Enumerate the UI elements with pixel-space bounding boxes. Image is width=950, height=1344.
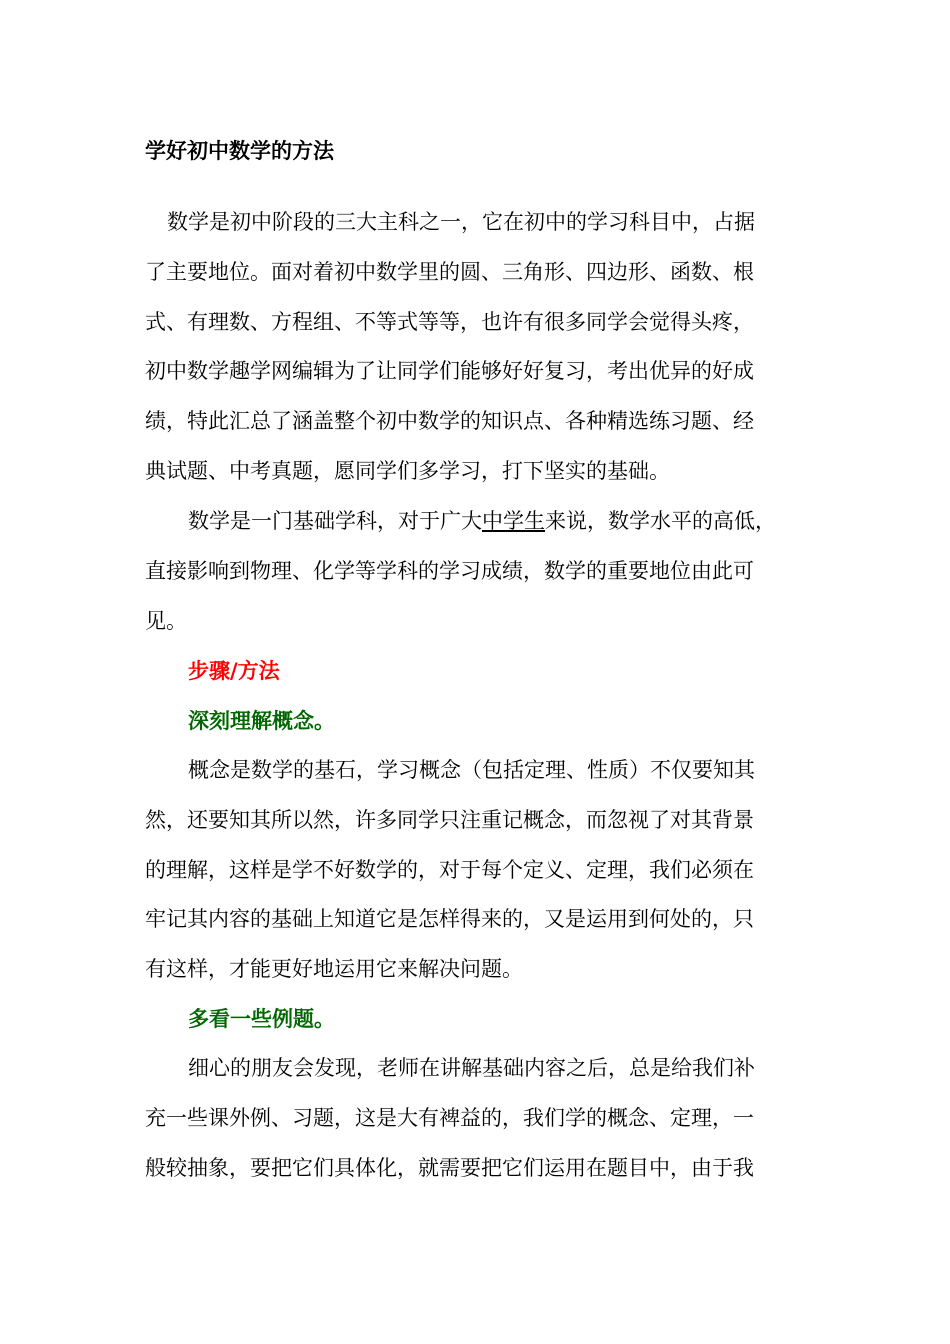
paragraph-line: 的理解，这样是学不好数学的，对于每个定义、定理，我们必须在: [145, 857, 754, 882]
document-title: 学好初中数学的方法: [145, 139, 334, 163]
paragraph-line: 典试题、中考真题，愿同学们多学习，打下坚实的基础。: [145, 458, 670, 483]
middle-school-students-link[interactable]: 中学生: [482, 509, 545, 533]
paragraph-line: 般较抽象，要把它们具体化，就需要把它们运用在题目中，由于我: [145, 1155, 754, 1180]
paragraph-line: 然，还要知其所以然，许多同学只注重记概念，而忽视了对其背景: [145, 807, 754, 832]
paragraph-line: 了主要地位。面对着初中数学里的圆、三角形、四边形、函数、根: [145, 259, 754, 284]
paragraph-line: 式、有理数、方程组、不等式等等，也许有很多同学会觉得头疼，: [145, 309, 754, 334]
steps-heading: 步骤/方法: [188, 659, 280, 683]
paragraph-line: 初中数学趣学网编辑为了让同学们能够好好复习，考出优异的好成: [145, 359, 754, 384]
paragraph-line: 直接影响到物理、化学等学科的学习成绩，数学的重要地位由此可: [145, 558, 754, 583]
concept-paragraph: [145, 746, 810, 995]
paragraph-line: 见。: [145, 608, 187, 633]
paragraph-line: [145, 497, 835, 547]
paragraph-line: 细心的朋友会发现，老师在讲解基础内容之后，总是给我们补: [188, 1056, 755, 1080]
paragraph-line: 有这样，才能更好地运用它来解决问题。: [145, 957, 523, 982]
paragraph-line: 牢记其内容的基础上知道它是怎样得来的，又是运用到何处的，只: [145, 907, 754, 932]
paragraph-line: 充一些课外例、习题，这是大有裨益的，我们学的概念、定理，一: [145, 1105, 754, 1130]
examples-paragraph: [145, 1044, 810, 1193]
examples-heading: 多看一些例题。: [188, 1007, 335, 1031]
paragraph-line: 数学是初中阶段的三大主科之一，它在初中的学习科目中，占据: [167, 210, 755, 234]
text-segment: 数学是一门基础学科，对于广大: [188, 509, 482, 533]
paragraph-line: 绩，特此汇总了涵盖整个初中数学的知识点、各种精选练习题、经: [145, 409, 754, 434]
concept-heading: 深刻理解概念。: [188, 709, 335, 733]
intro-paragraph: [145, 198, 810, 497]
text-segment: 来说，数学水平的高低，: [545, 509, 776, 533]
importance-paragraph: [145, 497, 835, 646]
paragraph-line: 概念是数学的基石，学习概念（包括定理、性质）不仅要知其: [188, 758, 755, 782]
